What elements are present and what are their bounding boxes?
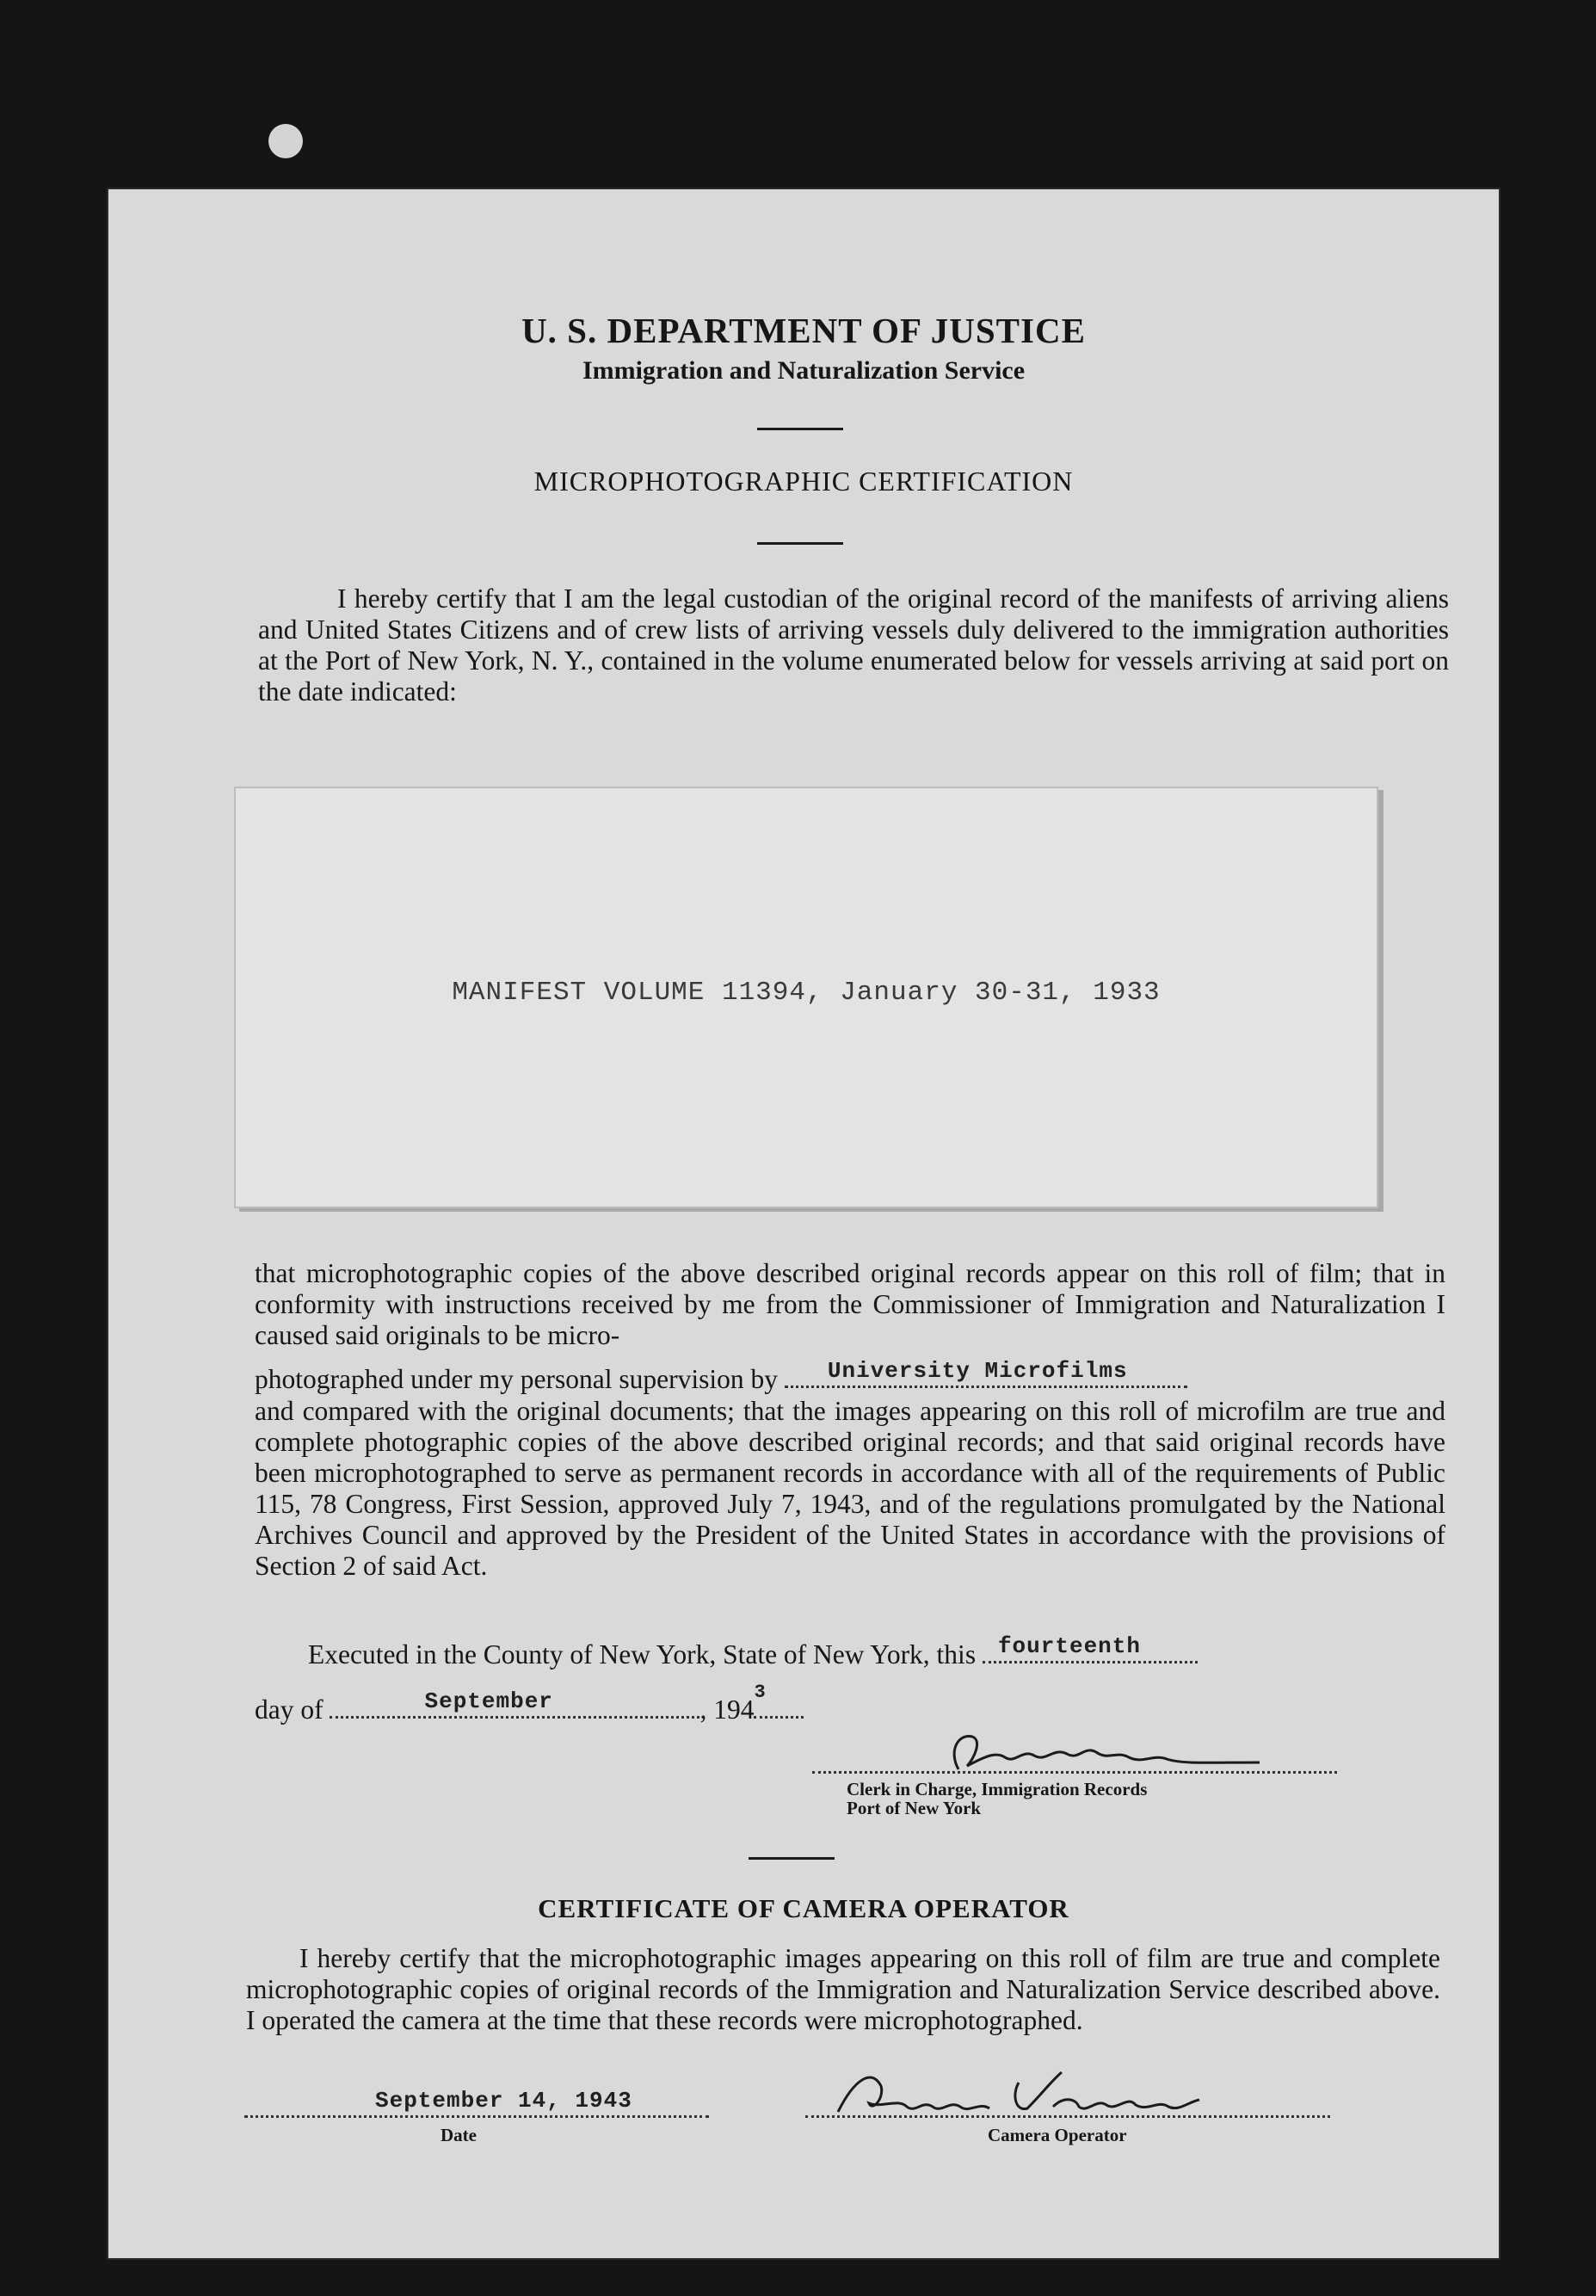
camera-operator-signature-line: [805, 2115, 1330, 2118]
photographed-by-prefix: photographed under my personal supervision by: [255, 1364, 779, 1394]
intro-paragraph: I hereby certify that I am the legal custodian of the original record of the manifests of arriving aliens and United States Citizens and of crew lists of arriving vessels duly delivered to the immigration authorities at the Port of New York, N. Y., contained in the volume enumerated below for vessels arriving at said port on the date indicated:: [258, 583, 1449, 707]
camera-operator-signature: [821, 2060, 1217, 2129]
year-field: [754, 1682, 804, 1719]
executed-day-value: fourteenth: [997, 1633, 1141, 1659]
day-of-label: day of: [255, 1694, 324, 1725]
camera-operator-heading: CERTIFICATE OF CAMERA OPERATOR: [538, 1893, 1069, 1923]
camera-operator-label: Camera Operator: [988, 2125, 1127, 2145]
certificate-page: [107, 188, 1500, 2260]
executed-day-field: [983, 1633, 1198, 1663]
body-paragraph-part1: that microphotographic copies of the above described original records appear on this roll of film; that in conformity with instructions received by me from the Commissioner of Immigration and Naturalization I caused said originals to be micro-: [255, 1258, 1445, 1350]
clerk-signature-line: [812, 1771, 1337, 1774]
camera-date-label: Date: [441, 2125, 477, 2145]
department-title: U. S. DEPARTMENT OF JUSTICE: [521, 311, 1086, 350]
certification-heading: MICROPHOTOGRAPHIC CERTIFICATION: [533, 466, 1074, 497]
volume-slip-text: MANIFEST VOLUME 11394, January 30-31, 1933: [452, 978, 1161, 1008]
year-digit-value: 3: [754, 1682, 767, 1703]
volume-slip: [234, 787, 1378, 1208]
date-line: [255, 1682, 804, 1725]
service-subtitle: Immigration and Naturalization Service: [582, 356, 1026, 385]
photographed-by-value: University Microfilms: [827, 1358, 1128, 1384]
month-field: [330, 1688, 699, 1719]
clerk-title-line2: Port of New York: [847, 1798, 982, 1818]
month-value: September: [424, 1688, 553, 1714]
clerk-signature: [933, 1716, 1363, 1785]
executed-prefix: Executed in the County of New York, State of New York, this: [308, 1639, 977, 1670]
photographed-by-line: [255, 1358, 1187, 1395]
camera-divider: [749, 1857, 835, 1860]
photographed-by-field: [785, 1358, 1187, 1388]
punch-hole: [268, 124, 303, 158]
camera-operator-paragraph: I hereby certify that the microphotographic images appearing on this roll of film are true and complete microphotographic copies of original records of the Immigration and Naturalization Service described above. I operated the camera at the time that these records were microphotographed.: [246, 1943, 1440, 2035]
clerk-title-line1: Clerk in Charge, Immigration Records: [847, 1779, 1148, 1799]
year-prefix: , 194: [699, 1694, 755, 1725]
heading-divider: [757, 542, 843, 545]
body-paragraph-part2: and compared with the original documents; that the images appearing on this roll of microfilm are true and complete photographic copies of the above described original records; and that said original records have been microphotographed to serve as permanent records in accordance with all of the requirements of Public 115, 78 Congress, First Session, approved July 7, 1943, and of the regulations promulgated by the National Archives Council and approved by the President of the United States in accordance with the provisions of Section 2 of said Act.: [255, 1396, 1445, 1581]
camera-date-value: September 14, 1943: [375, 2088, 632, 2114]
header-divider: [757, 428, 843, 430]
executed-line: [308, 1633, 1198, 1670]
date-signature-line: [244, 2115, 709, 2118]
